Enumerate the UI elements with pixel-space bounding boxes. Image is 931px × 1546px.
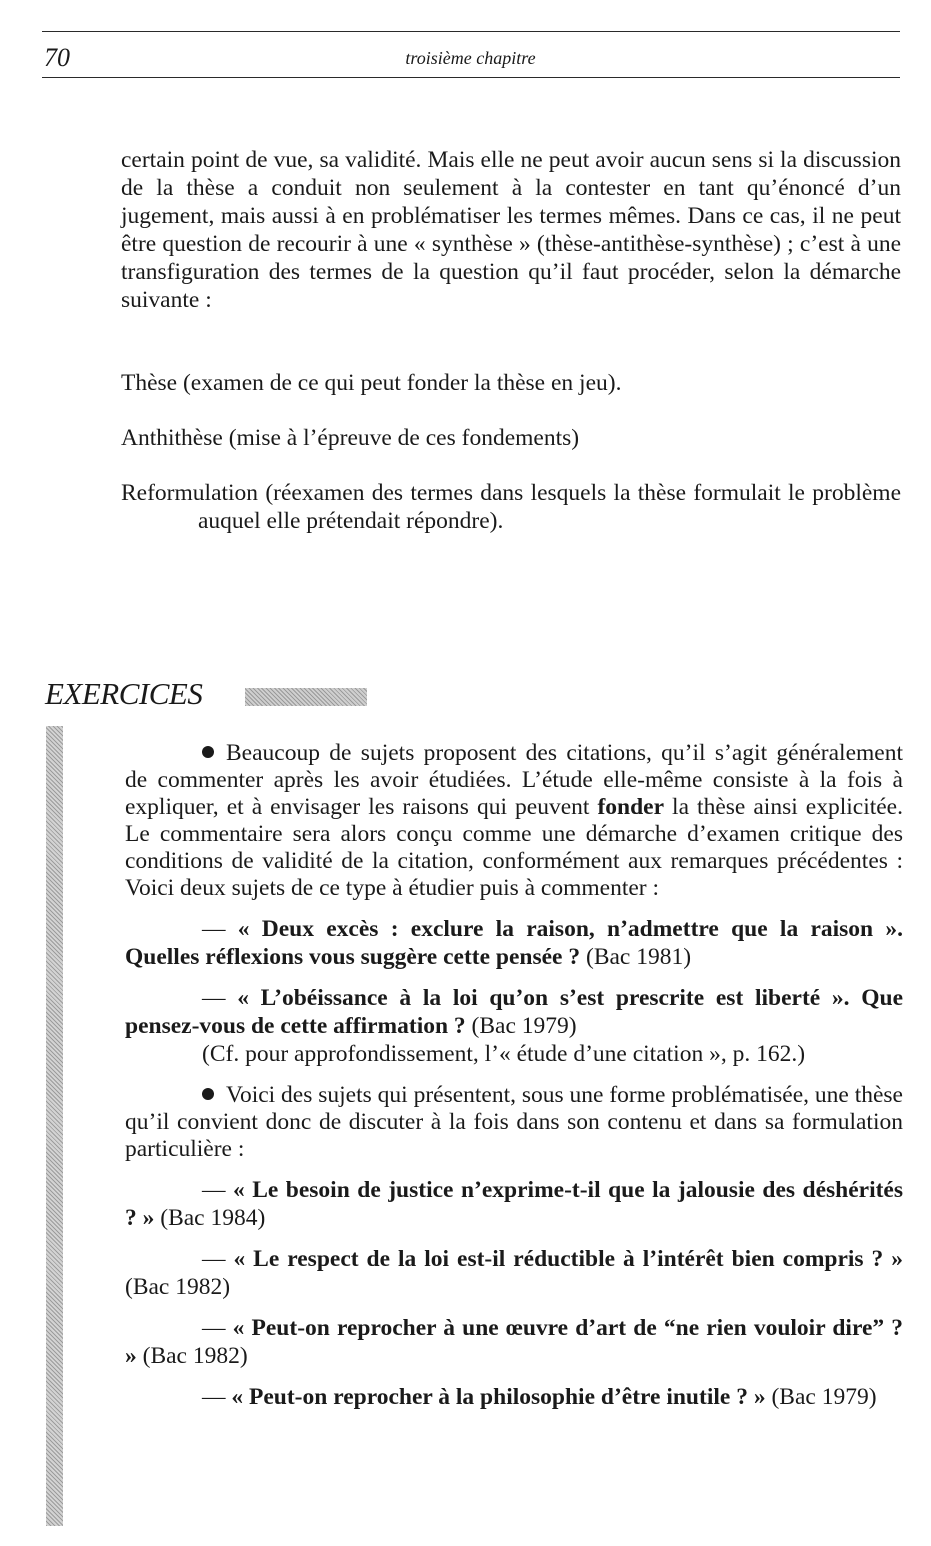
exercise-paragraph-1 <box>125 740 903 902</box>
para1-after: la thèse ainsi explicitée. Le commentaire sera alors conçu comme une démarche d’examen critique des conditions de validité de la citation, conformément aux remarques précédentes : Voici deux sujets de ce type à étudier puis à commenter : <box>125 794 903 901</box>
plan-item-these: Thèse (examen de ce qui peut fonder la thèse en jeu). <box>121 370 622 396</box>
header-top-rule <box>42 31 900 32</box>
subject-dash: — <box>202 985 238 1011</box>
subject-ref: (Bac 1979) <box>465 1013 577 1039</box>
exercises-section <box>125 740 903 1411</box>
subject-dash: — <box>202 1246 234 1272</box>
subject-dash: — <box>202 916 238 942</box>
subject-quote: « Peut-on reprocher à la philosophie d’être inutile ? » <box>231 1384 766 1410</box>
bullet-icon <box>202 746 214 758</box>
exercise-subject <box>125 1176 903 1232</box>
subject-ref: (Bac 1979) <box>765 1384 877 1410</box>
subject-ref: (Bac 1982) <box>125 1274 231 1300</box>
intro-paragraph: certain point de vue, sa validité. Mais elle ne peut avoir aucun sens si la discussion de la thèse a conduit non seulement à la contester en tant qu’énoncé d’un jugement, mais aussi à en problématiser les termes mêmes. Dans ce cas, il ne peut être question de recourir à une « synthèse » (thèse-antithèse-synthèse) ; c’est à une transfiguration des termes de la question qu’il faut procéder, selon la démarche suivante : <box>121 147 901 313</box>
plan-item-reformulation: Reformulation (réexamen des termes dans lesquels la thèse formulait le problème auquel elle prétendait répondre). <box>121 480 901 534</box>
subject-dash: — <box>202 1315 233 1341</box>
heading-decorative-bar <box>245 688 367 706</box>
exercise-subject <box>125 984 903 1040</box>
para2-text: Voici des sujets qui présentent, sous une forme problématisée, une thèse qu’il convient donc de discuter à la fois dans son contenu et dans sa formulation particulière : <box>125 1082 903 1162</box>
subject-ref: (Bac 1981) <box>580 944 692 970</box>
subject-ref: (Bac 1982) <box>136 1343 248 1369</box>
subject-quote: « Le besoin de justice n’exprime-t-il que la jalousie des déshérités ? » <box>125 1177 904 1231</box>
running-head: troisième chapitre <box>405 48 536 68</box>
para1-bold: fonder <box>597 794 665 820</box>
para1-before: Beaucoup de sujets proposent des citations, qu’il s’agit généralement de commenter après les avoir étudiées. L’étude elle-même consiste à la fois à expliquer, et à envisager les raisons qui peuvent <box>125 740 903 820</box>
plan-item-antithese: Anthithèse (mise à l’épreuve de ces fondements) <box>121 425 580 451</box>
subject-quote: « Le respect de la loi est-il réductible à l’intérêt bien compris ? » <box>233 1246 904 1272</box>
subject-ref: (Bac 1984) <box>154 1205 266 1231</box>
exercises-side-bar <box>46 726 63 1526</box>
bullet-icon <box>202 1088 214 1100</box>
exercise-subject <box>125 915 903 971</box>
exercise-subject <box>125 1383 903 1411</box>
exercise-subject <box>125 1245 903 1301</box>
exercises-heading: EXERCICES <box>45 676 203 711</box>
exercise-paragraph-2 <box>125 1082 903 1163</box>
subject-quote: « Deux excès : exclure la raison, n’admettre que la raison ». Quelles réflexions vous suggère cette pensée ? <box>125 916 904 970</box>
page-number: 70 <box>44 43 70 72</box>
subject-quote: « L’obéissance à la loi qu’on s’est prescrite est liberté ». Que pensez-vous de cette affirmation ? <box>125 985 904 1039</box>
header-bottom-rule <box>42 77 900 78</box>
exercise-subject <box>125 1314 903 1370</box>
subject-dash: — <box>202 1177 233 1203</box>
subject-dash: — <box>202 1384 232 1410</box>
cf-note: (Cf. pour approfondissement, l’« étude d’une citation », p. 162.) <box>202 1041 806 1067</box>
subject-quote: « Peut-on reprocher à une œuvre d’art de “ne rien vouloir dire” ? » <box>125 1315 904 1369</box>
